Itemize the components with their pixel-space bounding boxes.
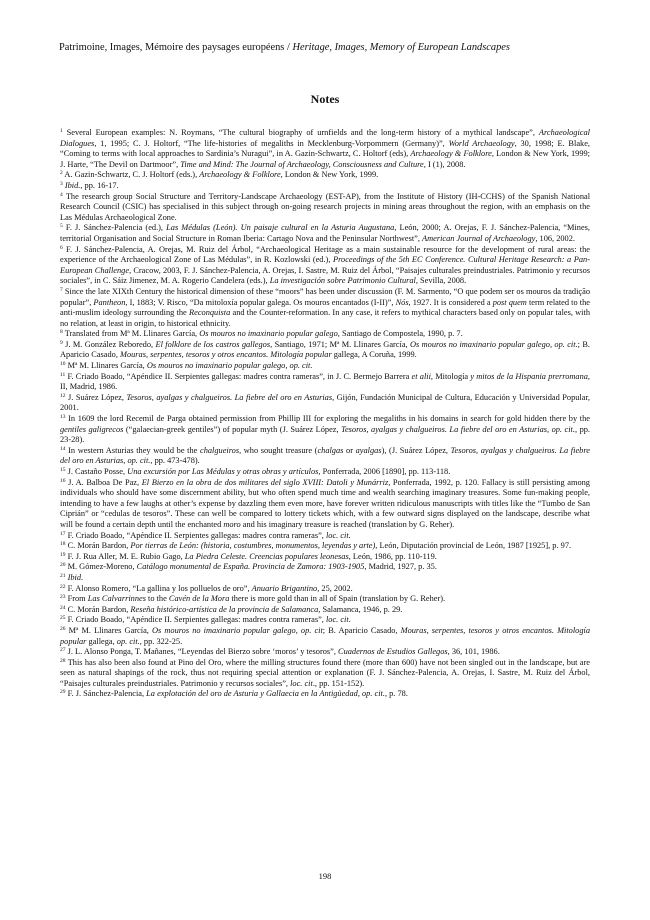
footnote-text: From [67, 594, 88, 604]
footnote-text: , Cracow, 2003, F. J. Sánchez-Palencia, A. Orejas, I. Sastre, M. Ruiz del Árbol, “Paisajes culturales preindustriales. Patrimonio y recursos sociales”, in C. Sáiz Jimenez, M. A. Rogerio Candelera (eds.), [60, 265, 590, 286]
footnote-text: , Ponferrada, 2006 [1890], pp. 113-118. [318, 467, 451, 476]
footnote-number: 9 [60, 339, 63, 346]
footnote-number: 14 [60, 445, 66, 452]
footnote [60, 594, 590, 605]
footnote-text: M. Gómez-Moreno, [67, 562, 137, 572]
footnote-number: 3 [60, 180, 63, 187]
footnote-text: C. Morán Bardon, [67, 541, 131, 551]
footnote-text: ; B. Aparicio Casado, [60, 339, 590, 360]
footnote [60, 340, 590, 361]
footnote-text-italic: Tesoros, ayalgas y chalgueiros. La fiebre del oro en Asturias [126, 392, 333, 402]
footnote-text: , Madrid, 1927, p. 35. [364, 562, 437, 572]
footnote-text-italic: loc. cit [325, 615, 349, 625]
footnote [60, 361, 590, 372]
footnote-text-italic: moro [223, 519, 241, 529]
footnote-text: ., pp. 151-152). [312, 678, 365, 688]
footnote-number: 28 [60, 657, 66, 664]
footnote-text-italic: Reconquista [189, 308, 231, 318]
footnote-text: Translated from Mª M. Llinares García, [64, 329, 200, 339]
footnote-number: 10 [60, 361, 66, 368]
footnote [60, 605, 590, 616]
footnote-text: there is more gold than in all of Spain (translation by G. Reher). [229, 594, 446, 604]
footnote-text: , 1, 1995; C. J. Holtorf, “The life-histories of megaliths in Mecklenburg-Vorpommern (Germany)”, [94, 138, 449, 148]
footnote-text: , pp. 16-17. [80, 180, 119, 190]
footnote-text: . [348, 615, 351, 625]
footnote-text: , 25, 2002. [317, 583, 353, 593]
footnote-text: , Santiago de Compostela, 1990, p. 7. [337, 329, 463, 339]
footnote-text-italic: Las Calvarrinnes [87, 594, 146, 604]
footnote-text-italic: Cavén de la Mora [168, 594, 230, 604]
footnote-text: , pp. 473-478). [150, 456, 200, 466]
footnote [60, 414, 590, 446]
notes-list [60, 128, 590, 700]
footnote-text: . [81, 572, 84, 582]
footnote-text: , who sought treasure ( [239, 445, 318, 455]
footnote [60, 446, 590, 467]
footnote-text: ), (J. Suárez López, [381, 445, 451, 455]
footnote-text: term related to the anti-muslim ideology surrounding the [60, 297, 590, 318]
footnote-text: F. Criado Boado, “Apéndice II. Serpientes gallegas: madres contra rameras”, in J. C. Bermejo Barrera [67, 371, 412, 381]
footnote-text: J. Castaño Posse, [67, 467, 128, 476]
footnote-text-italic: chalgas [317, 445, 344, 455]
footnote-text-italic: Ibid [67, 572, 82, 582]
footnote-number: 13 [60, 414, 66, 421]
footnote-text: The research group Social Structure and Territory-Landscape Archaeology (EST-AP), from the Institute of History (IH-CCHS) of the Spanish National Research Council (CSIC) has specialised in this subject through on-going research projects in mining areas throughout the region, with an emphasis on the Las Médulas Archaeological Zone. [60, 191, 591, 222]
footnote-text-italic: Las Médulas (León). Un paisaje cultural en la Asturia Augustana [166, 223, 395, 233]
footnote-text-italic: Os mouros no imaxinario popular galego, op. cit. [410, 339, 578, 349]
footnote-text: London & New York, 1999. [282, 170, 379, 180]
footnote-text-italic: Os mouros no imaxinario popular galego, op. cit. [146, 361, 313, 371]
footnote-text: ; B. Aparicio Casado, [322, 625, 401, 635]
header-title-fr: Patrimoine, Images, Mémoire des paysages européens [59, 42, 285, 53]
footnote-text: J. M. González Reboredo, [65, 339, 156, 349]
footnote [60, 584, 590, 595]
footnote-text: , pp. 322-25. [139, 636, 183, 646]
footnote-text: Several European examples: N. Roymans, “The cultural biography of urnfields and the long-term history of a mythical landscape”, [66, 128, 539, 137]
footnote [60, 223, 590, 244]
footnote-text-italic: et alii [411, 371, 431, 381]
footnote-number: 16 [60, 477, 66, 484]
footnote-text: , Gijón, Fundación Municipal de Cultura, Educación y Universidad Popular, 2001. [60, 392, 590, 413]
footnote-text: F. J. Rua Aller, M. E. Rubio Gago, [67, 551, 185, 561]
footnote [60, 372, 590, 393]
footnote-number: 6 [60, 244, 63, 251]
footnote-number: 23 [60, 594, 66, 601]
footnote-text: 1927. It is considered a [410, 297, 493, 307]
page-title: Notes [310, 92, 340, 106]
footnote-text-italic: Time and Mind: The Journal of Archaeology, Consciousness and Culture [180, 159, 424, 169]
footnote-text-italic: Catálogo monumental de España. Provincia de Zamora: 1903-1905 [136, 562, 365, 572]
footnote-text: , [295, 625, 301, 635]
footnote [60, 128, 590, 170]
footnote-text-italic: Tesoros, ayalgas y chalgueiros. La fiebre del oro en Asturias, op. cit. [341, 424, 575, 434]
footnote-text-italic: Os mouros no imaxinario popular galego [199, 329, 338, 339]
footnote [60, 287, 590, 329]
footnote-text-italic: Anuario Brigantino [251, 583, 318, 593]
footnote-text: gallega, A Coruña, 1999. [331, 350, 417, 360]
footnote-text-italic: Por tierras de León: (historia, costumbres, monumentos, leyendas y arte) [130, 541, 376, 551]
footnote [60, 647, 590, 658]
footnote [60, 478, 590, 531]
header-title-en: Heritage, Images, Memory of European Landscapes [292, 42, 510, 53]
running-header [59, 42, 599, 53]
footnote-text-italic: American Journal of Archaeology [422, 233, 536, 243]
footnote-text-italic: op. cit. [116, 636, 140, 646]
footnote [60, 329, 590, 340]
footnote-text: A. Gazin-Schwartz, C. J. Holtorf (eds.), [64, 170, 200, 180]
footnote-text-italic: La investigación sobre Patrimonio Cultural [269, 276, 416, 286]
footnote-text: , León, 2000; A. Orejas, F. J. Sánchez-Palencia, “Mines, territorial Organisation and Social Structure in Roman Iberia: Cartago Nova and the Peninsular Northwest”, [60, 223, 590, 243]
footnote-text-italic: Mouras, serpentes, tesoros y otros encantos. Mitología popular [120, 350, 332, 360]
footnote-text-italic: gentiles galigrecos [60, 424, 124, 434]
footnote-number: 5 [60, 223, 63, 230]
footnote-number: 18 [60, 541, 66, 548]
footnote-text: , León, Diputación provincial de León, 1987 [1925], p. 97. [375, 541, 572, 551]
header-separator: / [284, 42, 293, 53]
footnote-number: 26 [60, 625, 66, 632]
footnote [60, 658, 590, 690]
footnote-text: gallega, [86, 636, 117, 646]
footnote-text: In western Asturias they would be the [68, 445, 200, 455]
footnote-text: F. J. Sánchez-Palencia, [67, 689, 147, 699]
footnote-text-italic: La explotación del oro de Asturia y Gallaecia en la Antigüedad, op. cit. [146, 689, 385, 699]
footnote-text-italic: y mitos de la Hispania prerromana [470, 371, 588, 381]
footnote-text-italic: El Bierzo en la obra de dos militares del siglo XVIII: Datoli y Munárriz [141, 477, 389, 487]
footnote-text-italic: ayalgas [355, 445, 382, 455]
footnote-text: , Ponferrada, 1992, p. 120. Fallacy is still persisting among individuals who should have some discernment ability, but who often spend much time and wealth searching imaginary treasures. Some fun-making people, intending to have a few laughs at other’s expense by dazzling them even more, have forever written ridiculous manuscripts with titles like the “Tumbo de San Ciprián” or “cedulas de tesoros”. These can well be compared to lottery tickets which, with a few outward signs displayed on the landscape, describe what will be found a certain depth until the enchanted [60, 477, 590, 529]
footnote [60, 467, 590, 478]
footnote-text-italic: Reseña histórico-artística de la provincia de Salamanca [130, 604, 319, 614]
footnote-text: , London & New York, 1999; J. Harte, “The Devil on Dartmoor”, [60, 149, 590, 169]
footnote-text: , II, Madrid, 1986. [60, 371, 591, 392]
footnote-text: and the Counter-reformation. In any case, it refers to mythical characters based only on popular tales, with no relation, at least in origin, to historical ethnicity. [60, 308, 590, 328]
footnote-number: 12 [60, 392, 66, 399]
footnote-text: or [343, 445, 356, 455]
footnote [60, 541, 590, 552]
footnote-number: 17 [60, 530, 66, 537]
footnote-text: F. Criado Boado, “Apéndice II. Serpientes gallegas: madres contra rameras”, [67, 615, 326, 625]
footnote-number: 21 [60, 572, 66, 579]
footnote-number: 25 [60, 615, 66, 622]
footnote-text-italic: Os mouros no imaxinario popular galego [151, 625, 296, 635]
footnote [60, 552, 590, 563]
footnote-text: F. Alonso Romero, “La gallina y los polluelos de oro”, [67, 583, 252, 593]
footnote-text-italic: loc. cit. [325, 530, 351, 540]
footnote-text: Mª M. Llinares García, [68, 625, 152, 635]
footnote-text-italic: Proceedings of the 5th EC Conference. Cultural Heritage Research: a Pan-European Challenge [60, 255, 590, 275]
footnote-number: 20 [60, 562, 66, 569]
footnote-number: 8 [60, 329, 63, 336]
footnote-text: , I (1), 2008. [423, 159, 466, 169]
footnote-text: , León, 1986, pp. 110-119. [348, 551, 437, 561]
footnote-text-italic: Tesoros, ayalgas y chalgueiros. La fiebre del oro en Asturias, op. cit. [60, 445, 590, 466]
footnote-text: F. J. Sánchez-Palencia (ed.), [65, 223, 167, 233]
footnote-number: 29 [60, 689, 66, 696]
footnote-number: 4 [60, 191, 63, 198]
footnote-text: This has also been also found at Pino del Oro, where the milling structures found there (more than 600) have not been singled out in the landscape, but are seen as natural shapings of the rock, thus not requiring special attention or explanation (F. J. Sánchez-Palencia, A. Orejas, I. Sastre, M. Ruiz del Árbol, “Paisajes culturales preindustriales. Patrimonio y recursos sociales”, [60, 657, 590, 688]
footnote-text: Since the late XIXth Century the historical dimension of these “moors” has been under discussion (F. M. Sarmento, “O que podem ser os mouros da tradição popular”, [60, 286, 590, 307]
footnote-text: , 106, 2002. [535, 233, 575, 243]
footnote-text-italic: Cuadernos de Estudios Gallegos [338, 647, 448, 657]
footnote-text: (“galaecian-greek gentiles”) of popular myth (J. Suárez López, [123, 424, 342, 434]
footnote [60, 573, 590, 584]
footnote-text-italic: Mouras, serpentes, tesoros y otros encantos. Mitología popular [60, 625, 590, 646]
footnote [60, 689, 590, 700]
page-number: 198 [318, 871, 332, 881]
footnote-text-italic: loc. cit [290, 678, 313, 688]
footnote-text: Mª M. Llinares García, [67, 361, 147, 371]
footnote [60, 170, 590, 181]
footnote-text: to the [145, 594, 169, 604]
footnote-number: 19 [60, 551, 66, 558]
footnote [60, 531, 590, 542]
footnote-text-italic: World Archaeology [448, 138, 515, 148]
footnote-text: , 30, 1998; E. Blake, “Coming to terms with local approaches to Sardinia’s Nuragui”, in A. Gazin-Schwartz, C. Holtorf (eds), [60, 138, 590, 159]
footnote-text: , I, 1883; V. Risco, “Da mitoloxía popular galega. Os mouros encantados (I-II)”, [125, 297, 396, 307]
footnote-text-italic: El folklore de los castros gallegos [155, 339, 271, 349]
footnote [60, 615, 590, 626]
footnote [60, 626, 590, 647]
footnote-text-italic: post quem [492, 297, 527, 307]
footnote [60, 181, 590, 192]
footnote-text-italic: Una excursión por Las Médulas y otras obras y artículos [127, 467, 319, 476]
footnote-text-italic: chalgueiros [199, 445, 240, 455]
footnote-text: In 1609 the lord Recemil de Parga obtained permission from Phillip III for exploring the megaliths in his domains in search for gold hidden there by the [68, 414, 590, 424]
footnote-text-italic: op. cit [300, 625, 323, 635]
footnote-number: 1 [60, 128, 63, 134]
footnote-number: 2 [60, 170, 63, 177]
footnote-text: , 36, 101, 1986. [447, 647, 500, 657]
footnote-number: 27 [60, 647, 66, 654]
footnote-text-italic: Nós, [395, 297, 411, 307]
footnote-text: , Santiago, 1971; Mª M. Llinares García, [270, 339, 410, 349]
footnote-text: , Mitología [430, 371, 471, 381]
footnote [60, 393, 590, 414]
footnote-text: J. L. Alonso Ponga, T. Mañanes, “Leyendas del Bierzo sobre ‘moros’ y tesoros”, [67, 647, 339, 657]
footnote-number: 15 [60, 467, 66, 473]
footnote-text-italic: Archaeology & Folklore [410, 149, 492, 159]
footnote [60, 245, 590, 287]
footnote-text: J. Suárez López, [68, 392, 127, 402]
footnote-text-italic: La Piedra Celeste. Creencias populares leonesas [184, 551, 349, 561]
footnote-number: 7 [60, 286, 63, 293]
footnote-text-italic: Pantheon [93, 297, 126, 307]
footnote-number: 11 [60, 371, 66, 378]
footnote-text: , pp. 23-28). [60, 424, 590, 445]
footnote-text: , p. 78. [384, 689, 408, 699]
footnote-text: F. J. Sánchez-Palencia, A. Orejas, M. Ruiz del Árbol, “Archaeological Heritage as a main sustainable resource for the development of rural areas: the experience of the Archaeological Zone of Las Médulas”, in R. Kozlowski (ed.), [60, 244, 590, 265]
footnote-text: J. A. Balboa De Paz, [68, 477, 142, 487]
footnote-text: F. Criado Boado, “Apéndice II. Serpientes gallegas: madres contra rameras”, [67, 530, 326, 540]
footnote [60, 562, 590, 573]
footnote-number: 24 [60, 604, 66, 611]
footnote-number: 22 [60, 583, 66, 590]
footnote-text-italic: Archaeology & Folklore, [199, 170, 283, 180]
footnote-text-italic: Ibid. [64, 180, 81, 190]
footnote-text: , Sevilla, 2008. [415, 276, 467, 286]
footnote [60, 192, 590, 224]
footnote-text: , Salamanca, 1946, p. 29. [318, 604, 403, 614]
footnote-text: C. Morán Bardon, [67, 604, 131, 614]
footnote-text: and his imaginary treasure is reached (translation by G. Reher). [240, 519, 455, 529]
footnote-text-italic: Archaeological Dialogues [60, 128, 590, 148]
